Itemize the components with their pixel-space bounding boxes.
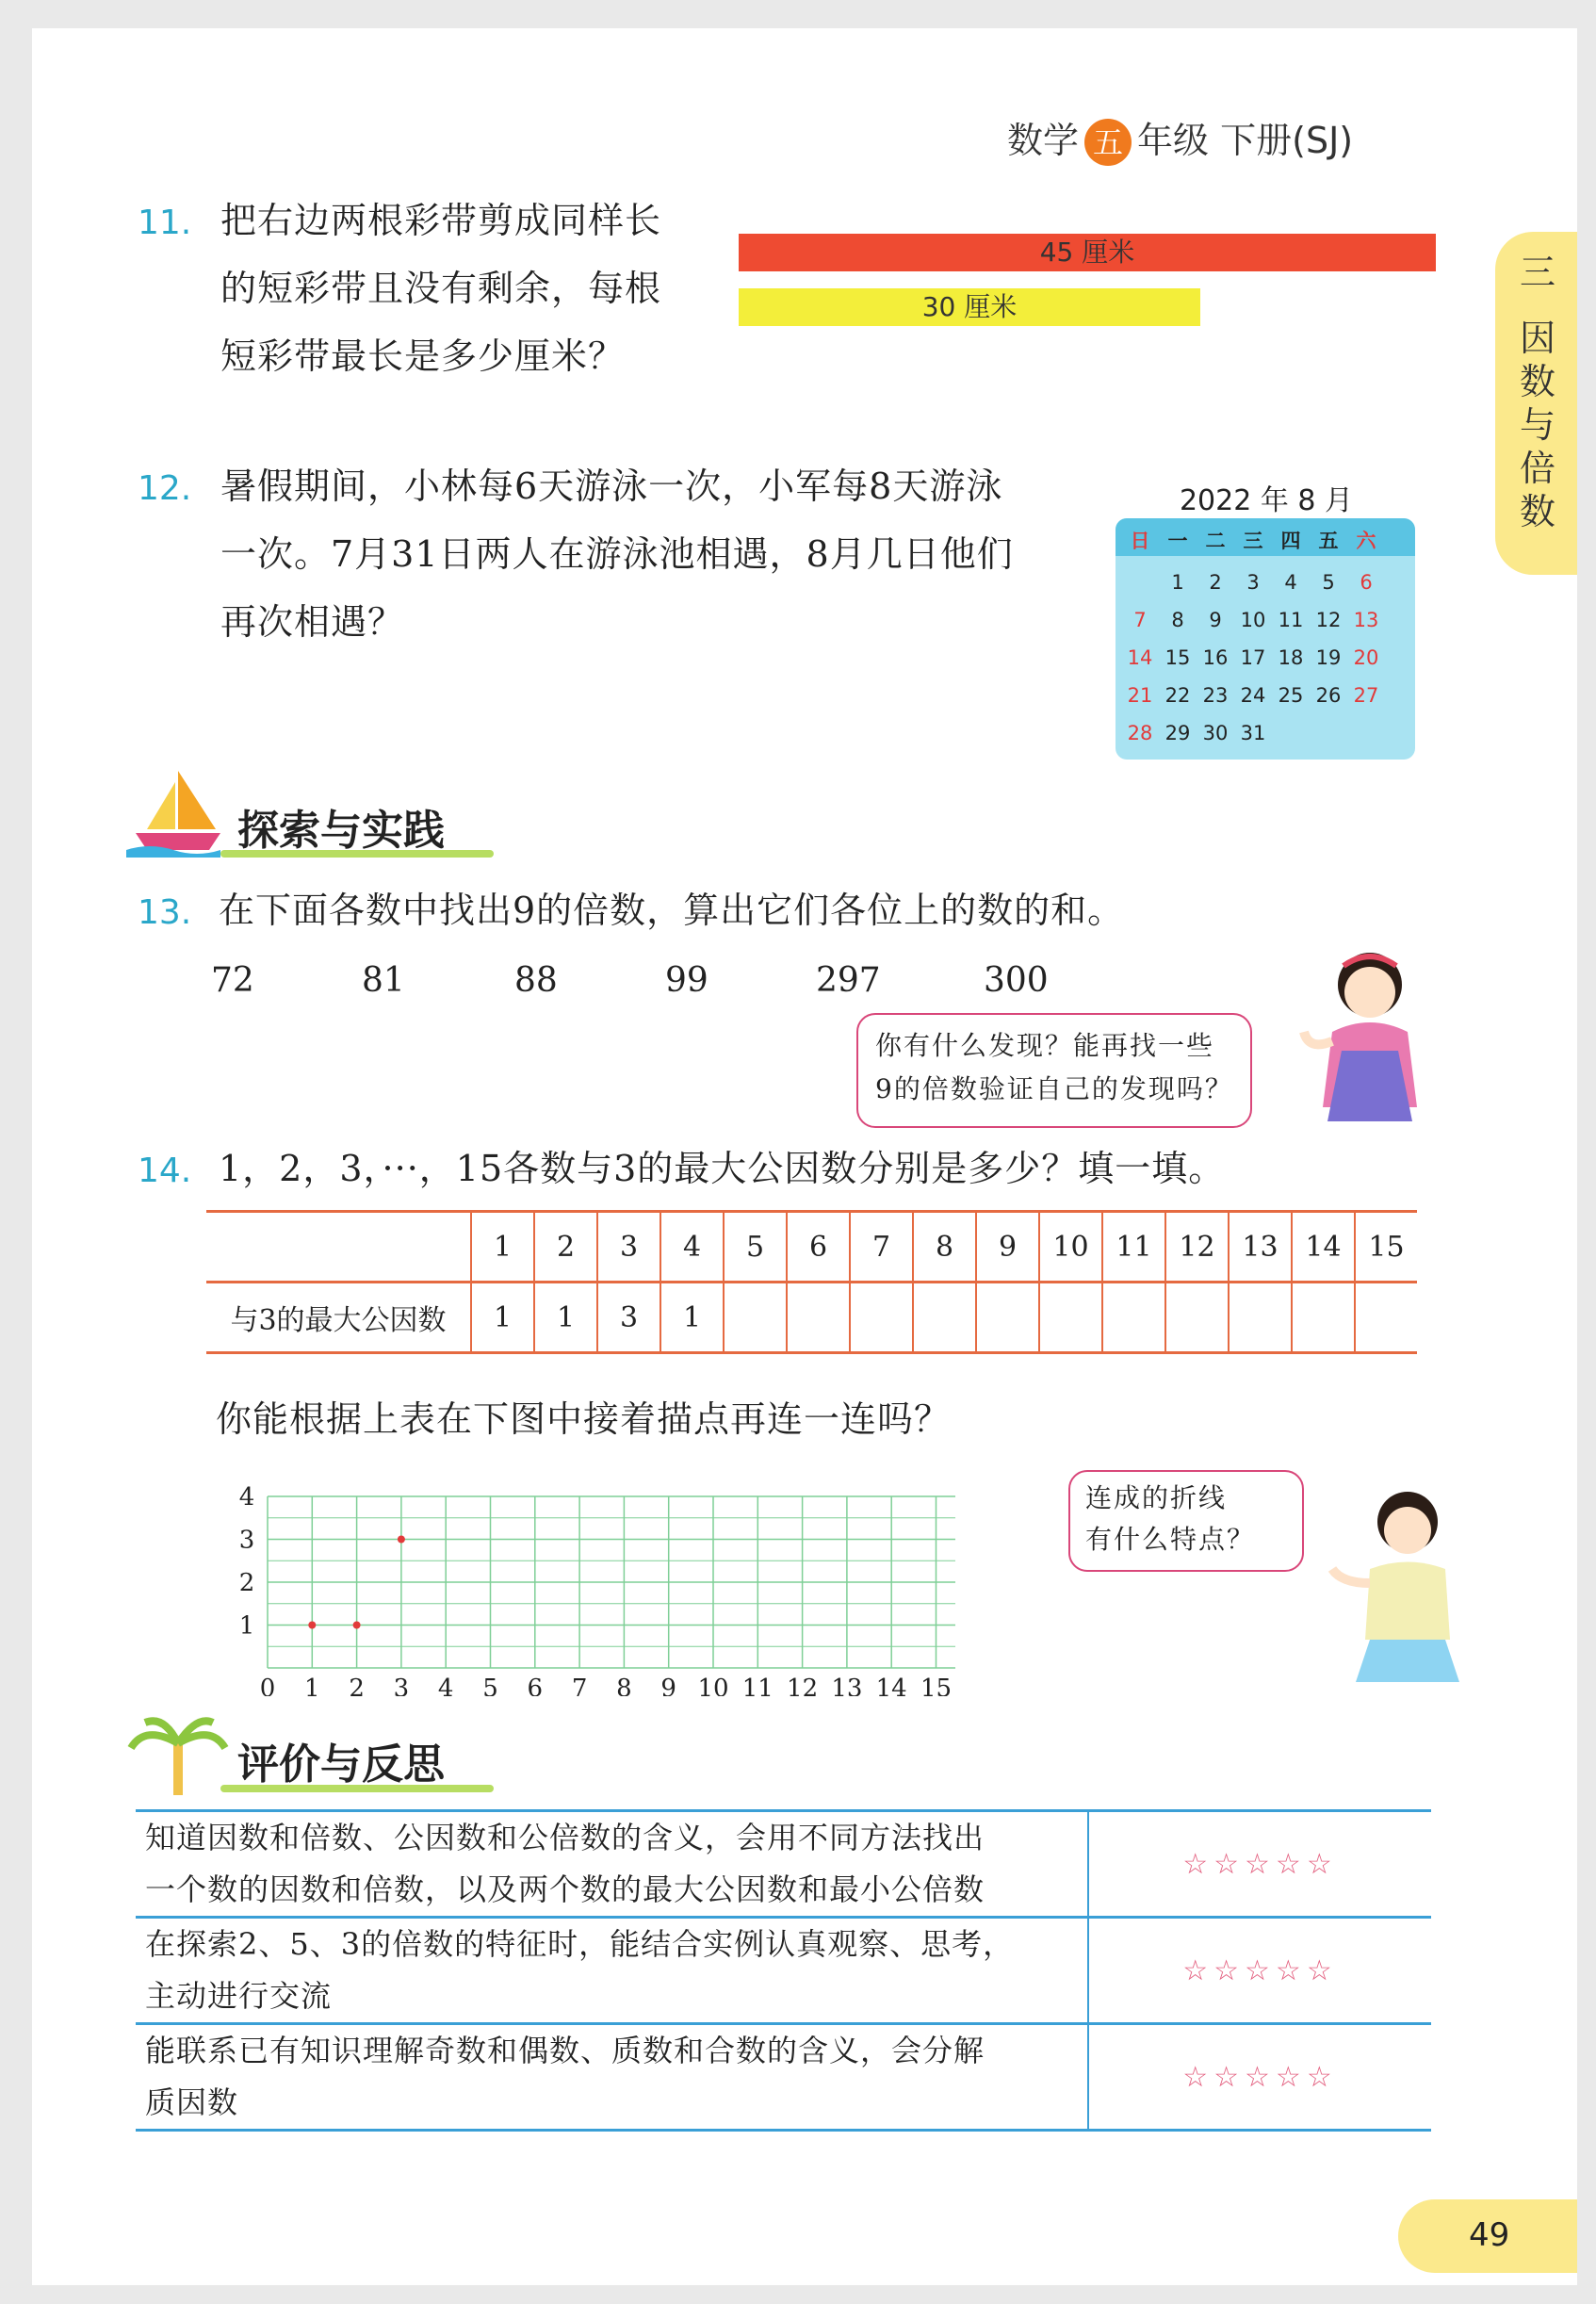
q14-bubble-line: 连成的折线 (1085, 1482, 1228, 1513)
gcd-value-cell: 1 (660, 1283, 724, 1353)
unit-title-char: 数 (1519, 491, 1555, 532)
evaluation-row (136, 1918, 1431, 2024)
y-tick-label: 1 (238, 1611, 255, 1641)
gcd-table-header-cell: 8 (913, 1212, 976, 1283)
calendar-weekday: 四 (1280, 530, 1301, 552)
x-tick-label: 2 (349, 1675, 365, 1696)
gcd-row-label: 与3的最大公因数 (230, 1304, 447, 1337)
q13-text: 在下面各数中找出9的倍数，算出它们各位上的数的和。 (219, 890, 1125, 931)
x-tick-label: 5 (482, 1675, 498, 1696)
x-tick-label: 9 (660, 1675, 676, 1696)
q14-text: 1，2，3，···，15各数与3的最大公因数分别是多少？填一填。 (219, 1148, 1226, 1189)
q13-bubble-line: 你有什么发现？能再找一些 (875, 1030, 1215, 1061)
evaluation-line: 在探索2、5、3的倍数的特征时，能结合实例认真观察、思考， (145, 1926, 1015, 1962)
q11-line: 把右边两根彩带剪成同样长 (220, 200, 662, 241)
calendar-weekday: 五 (1318, 530, 1339, 552)
calendar-day: 31 (1240, 722, 1266, 744)
evaluation-text (136, 2024, 1088, 2131)
x-tick-label: 0 (259, 1675, 276, 1696)
q14-speech-bubble (1068, 1470, 1304, 1572)
calendar-weekday: 二 (1205, 530, 1226, 552)
calendar-weekday: 一 (1167, 530, 1188, 552)
x-tick-label: 6 (527, 1675, 544, 1696)
q11-line: 短彩带最长是多少厘米？ (220, 335, 626, 377)
q12-text (220, 452, 1014, 656)
q13-number-item: 297 (816, 961, 881, 1000)
gcd-table-header-cell: 5 (724, 1212, 787, 1283)
calendar-day: 28 (1127, 722, 1153, 744)
q13-number: 13. (138, 893, 192, 932)
evaluation-row (136, 2024, 1431, 2131)
star-rating[interactable]: ☆☆☆☆☆ (1088, 1811, 1431, 1918)
q11-text (220, 187, 661, 390)
gcd-table-header-cell: 3 (597, 1212, 660, 1283)
gcd-answer-blank[interactable] (1039, 1283, 1102, 1353)
gcd-table-value-row (206, 1283, 1417, 1353)
gcd-answer-blank[interactable] (1355, 1283, 1417, 1353)
gcd-table-header-row (206, 1212, 1417, 1283)
red-ribbon-label: 45 厘米 (1039, 237, 1135, 268)
q13-speech-bubble (856, 1013, 1252, 1128)
grade-badge: 五 (1084, 119, 1132, 166)
gcd-table-header-cell: 4 (660, 1212, 724, 1283)
x-tick-label: 8 (616, 1675, 632, 1696)
q12-line: 暑假期间，小林每6天游泳一次，小军每8天游泳 (220, 466, 1003, 507)
calendar-day: 19 (1315, 646, 1342, 669)
calendar-day: 26 (1315, 684, 1342, 707)
calendar-day: 29 (1164, 722, 1191, 744)
x-tick-label: 3 (393, 1675, 410, 1696)
header-volume: 下册 (1220, 120, 1293, 161)
gcd-table-header-cell: 13 (1229, 1212, 1292, 1283)
calendar-day: 2 (1209, 571, 1222, 594)
yellow-ribbon-label: 30 厘米 (921, 291, 1018, 322)
calendar-day: 27 (1353, 684, 1379, 707)
gcd-table-header-cell: 1 (471, 1212, 534, 1283)
section-title-reflect: 评价与反思 (237, 1740, 445, 1789)
gcd-answer-blank[interactable] (787, 1283, 850, 1353)
x-tick-label: 1 (304, 1675, 320, 1696)
x-tick-label: 4 (437, 1675, 454, 1696)
q14-bubble-line: 有什么特点？ (1085, 1524, 1256, 1555)
girl-illustration (1313, 1479, 1483, 1696)
q13-number-item: 300 (984, 961, 1049, 1000)
calendar-day: 21 (1127, 684, 1153, 707)
unit-side-tab (1495, 232, 1577, 575)
unit-title-char: 与 (1519, 404, 1555, 446)
calendar-day: 30 (1202, 722, 1229, 744)
calendar-day: 24 (1240, 684, 1266, 707)
calendar-weekday: 三 (1243, 530, 1263, 552)
calendar-day: 23 (1202, 684, 1229, 707)
x-tick-label: 13 (831, 1675, 863, 1696)
gcd-answer-blank[interactable] (913, 1283, 976, 1353)
gcd-table-header-cell: 2 (534, 1212, 597, 1283)
calendar-day: 4 (1284, 571, 1297, 594)
gcd-plot (220, 1461, 955, 1696)
unit-title-char: 数 (1519, 361, 1555, 402)
evaluation-line: 质因数 (145, 2084, 239, 2120)
gcd-answer-blank[interactable] (1102, 1283, 1165, 1353)
q13-number-item: 72 (211, 961, 254, 1000)
calendar-weekday: 日 (1130, 530, 1150, 552)
gcd-answer-blank[interactable] (724, 1283, 787, 1353)
gcd-value-cell: 1 (471, 1283, 534, 1353)
x-tick-label: 12 (787, 1675, 819, 1696)
calendar-title: 2022 年 8 月 (1179, 484, 1354, 517)
x-tick-label: 15 (920, 1675, 953, 1696)
calendar (1116, 518, 1415, 760)
calendar-day: 12 (1315, 609, 1342, 631)
section-title-explore: 探索与实践 (237, 807, 445, 855)
calendar-day: 6 (1360, 571, 1373, 594)
plot-point (353, 1622, 361, 1629)
calendar-day: 16 (1202, 646, 1229, 669)
yellow-ribbon (739, 288, 1200, 326)
gcd-table-header-cell: 14 (1292, 1212, 1355, 1283)
gcd-answer-blank[interactable] (976, 1283, 1039, 1353)
gcd-answer-blank[interactable] (1165, 1283, 1229, 1353)
x-tick-label: 10 (697, 1675, 729, 1696)
x-tick-label: 14 (875, 1675, 907, 1696)
calendar-day: 17 (1240, 646, 1266, 669)
calendar-day: 7 (1133, 609, 1147, 631)
unit-title (1514, 317, 1561, 533)
evaluation-text (136, 1918, 1088, 2024)
calendar-day: 9 (1209, 609, 1222, 631)
star-rating[interactable]: ☆☆☆☆☆ (1088, 2024, 1431, 2131)
calendar-day: 15 (1164, 646, 1191, 669)
calendar-day: 10 (1240, 609, 1266, 631)
q14-number: 14. (138, 1152, 192, 1190)
x-tick-label: 7 (571, 1675, 588, 1696)
gcd-table-header-cell: 10 (1039, 1212, 1102, 1283)
q13-number-item: 99 (665, 961, 708, 1000)
q13-number-item: 81 (362, 961, 405, 1000)
header-grade: 年级 (1137, 120, 1210, 161)
evaluation-row (136, 1811, 1431, 1918)
y-tick-label: 4 (238, 1483, 255, 1511)
textbook-page (32, 28, 1577, 2285)
calendar-day: 5 (1322, 571, 1335, 594)
gcd-table-header-cell: 11 (1102, 1212, 1165, 1283)
palm-tree-icon (126, 1715, 230, 1800)
gcd-value-cell: 1 (534, 1283, 597, 1353)
gcd-value-cell: 3 (597, 1283, 660, 1353)
girl-illustration (1276, 938, 1464, 1126)
q13-number-item: 88 (514, 961, 558, 1000)
red-ribbon (739, 234, 1436, 271)
calendar-day: 11 (1278, 609, 1304, 631)
page-header (1007, 111, 1353, 166)
unit-title-char: 倍 (1519, 448, 1555, 489)
star-rating[interactable]: ☆☆☆☆☆ (1088, 1918, 1431, 2024)
gcd-table-header-cell: 7 (850, 1212, 913, 1283)
calendar-day: 1 (1171, 571, 1184, 594)
q14-prompt: 你能根据上表在下图中接着描点再连一连吗？ (216, 1398, 952, 1440)
q13-bubble-line: 9的倍数验证自己的发现吗？ (875, 1073, 1233, 1104)
calendar-day: 14 (1127, 646, 1153, 669)
calendar-day: 18 (1278, 646, 1304, 669)
gcd-answer-blank[interactable] (1229, 1283, 1292, 1353)
plot-point (398, 1536, 405, 1544)
gcd-table-header-cell: 12 (1165, 1212, 1229, 1283)
calendar-day: 13 (1353, 609, 1379, 631)
y-tick-label: 3 (238, 1526, 255, 1555)
calendar-weekday: 六 (1356, 530, 1376, 552)
calendar-day: 22 (1164, 684, 1191, 707)
header-subject: 数学 (1007, 120, 1080, 161)
evaluation-table (136, 1809, 1431, 2132)
calendar-day: 8 (1171, 609, 1184, 631)
page-number: 49 (1469, 2216, 1510, 2254)
unit-title-char: 因 (1519, 318, 1555, 359)
gcd-table-corner (206, 1212, 471, 1283)
gcd-table-header-cell: 6 (787, 1212, 850, 1283)
gcd-table-header-cell: 15 (1355, 1212, 1417, 1283)
calendar-day: 20 (1353, 646, 1379, 669)
gcd-table (206, 1210, 1417, 1354)
y-tick-label: 2 (238, 1569, 255, 1597)
calendar-day: 3 (1246, 571, 1260, 594)
q12-line: 一次。7月31日两人在游泳池相遇，8月几日他们 (220, 533, 1014, 575)
gcd-answer-blank[interactable] (850, 1283, 913, 1353)
evaluation-line: 主动进行交流 (145, 1978, 333, 2014)
evaluation-line: 知道因数和倍数、公因数和公倍数的含义，会用不同方法找出 (145, 1820, 985, 1855)
q11-line: 的短彩带且没有剩余，每根 (220, 268, 662, 309)
q12-number: 12. (138, 469, 192, 508)
evaluation-line: 能联系已有知识理解奇数和偶数、质数和合数的含义，会分解 (145, 2033, 985, 2068)
gcd-answer-blank[interactable] (1292, 1283, 1355, 1353)
evaluation-line: 一个数的因数和倍数，以及两个数的最大公因数和最小公倍数 (145, 1871, 985, 1907)
q11-number: 11. (138, 204, 192, 242)
calendar-day: 25 (1278, 684, 1304, 707)
x-tick-label: 11 (741, 1675, 774, 1696)
unit-number: 三 (1519, 252, 1555, 293)
header-edition: (SJ) (1292, 120, 1354, 161)
plot-point (308, 1622, 316, 1629)
sailboat-icon (126, 763, 230, 858)
gcd-table-header-cell: 9 (976, 1212, 1039, 1283)
page-number-tab (1398, 2199, 1577, 2273)
q12-line: 再次相遇？ (220, 601, 405, 643)
evaluation-text (136, 1811, 1088, 1918)
